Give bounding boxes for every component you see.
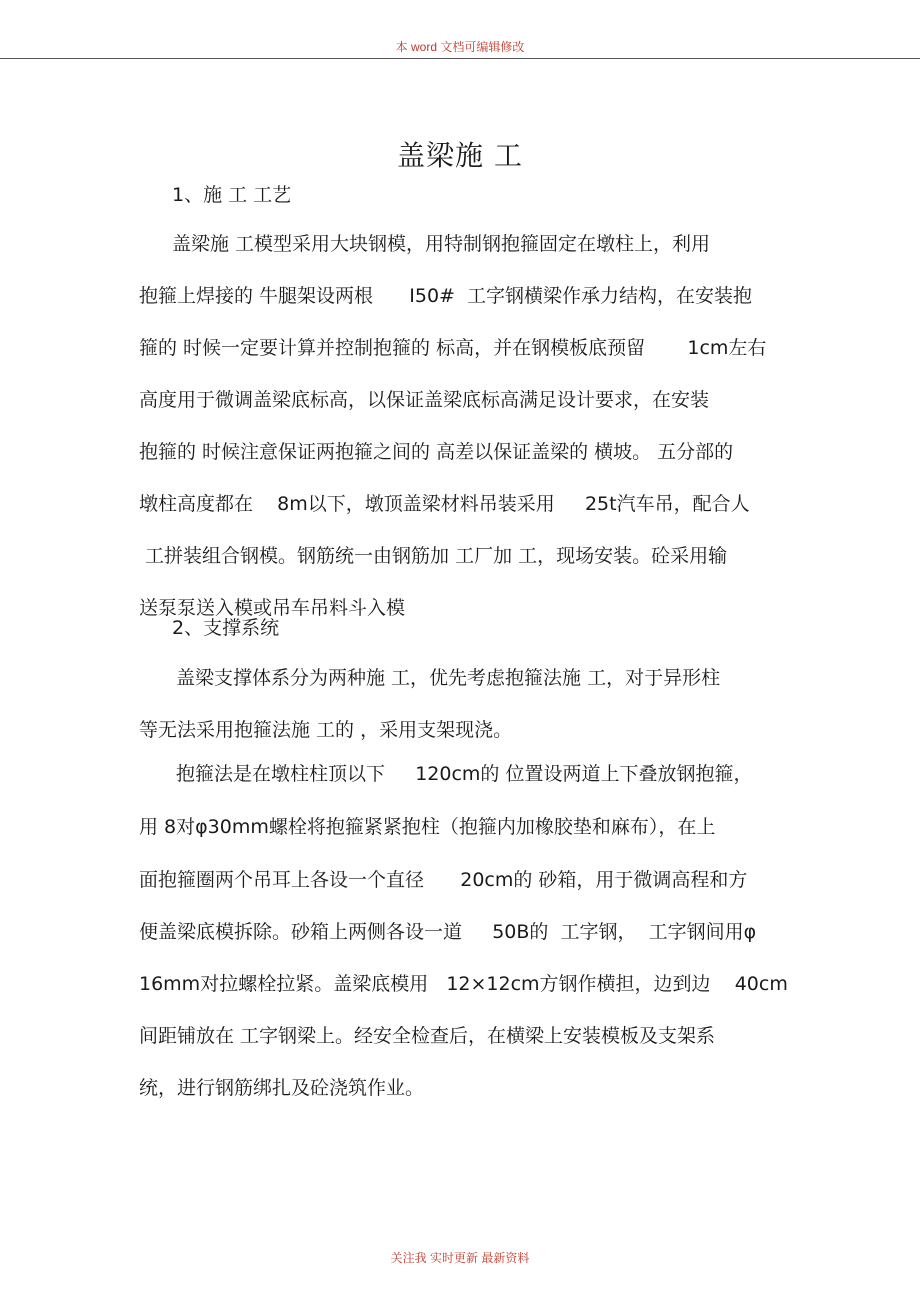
paragraph-line: 便盖梁底模拆除。砂箱上两侧各设一道 50B的 工字钢， 工字钢间用φ (139, 921, 757, 943)
paragraph-line: 面抱箍圈两个吊耳上各设一个直径 20cm的 砂箱，用于微调高程和方 (139, 869, 748, 891)
header-note: 本 word 文档可编辑修改 (395, 40, 525, 54)
paragraph-line: 盖梁施 工模型采用大块钢模，用特制钢抱箍固定在墩柱上，利用 (172, 233, 711, 255)
paragraph-line: 等无法采用抱箍法施 工的 ，采用支架现浇。 (139, 719, 513, 741)
paragraph-line: 16mm对拉螺栓拉紧。盖梁底模用 12×12cm方钢作横担，边到边 40cm (139, 973, 788, 995)
paragraph-line: 工拼装组合钢模。钢筋统一由钢筋加 工厂加 工，现场安装。砼采用输 (139, 545, 728, 567)
page-title: 盖梁施 工 (397, 139, 523, 172)
paragraph-line: 抱箍法是在墩柱柱顶以下 120cm的 位置设两道上下叠放钢抱箍， (176, 763, 753, 785)
footer-note: 关注我 实时更新 最新资料 (390, 1251, 530, 1265)
paragraph-line: 高度用于微调盖梁底标高，以保证盖梁底标高满足设计要求，在安装 (139, 389, 710, 411)
paragraph-line: 统，进行钢筋绑扎及砼浇筑作业。 (139, 1077, 425, 1099)
paragraph-line: 抱箍上焊接的 牛腿架设两根 I50# 工字钢横梁作承力结构，在安装抱 (139, 285, 753, 307)
header-divider (0, 58, 920, 59)
paragraph-line: 箍的 时候一定要计算并控制抱箍的 标高，并在钢模板底预留 1cm左右 (139, 337, 767, 359)
paragraph-line: 墩柱高度都在 8m以下，墩顶盖梁材料吊装采用 25t汽车吊，配合人 (139, 493, 750, 515)
paragraph-line: 送泵泵送入模或吊车吊料斗入模 (139, 597, 406, 619)
paragraph-line: 用 8对φ30mm螺栓将抱箍紧紧抱柱（抱箍内加橡胶垫和麻布），在上 (139, 816, 716, 838)
section-1-heading: 1、施 工 工艺 (172, 184, 292, 206)
paragraph-line: 间距铺放在 工字钢梁上。经安全检查后，在横梁上安装模板及支架系 (139, 1025, 716, 1047)
paragraph-line: 抱箍的 时候注意保证两抱箍之间的 高差以保证盖梁的 横坡。 五分部的 (139, 441, 734, 463)
paragraph-line: 盖梁支撑体系分为两种施 工，优先考虑抱箍法施 工，对于异形柱 (176, 667, 721, 689)
section-2-heading: 2、支撑系统 (172, 617, 280, 639)
